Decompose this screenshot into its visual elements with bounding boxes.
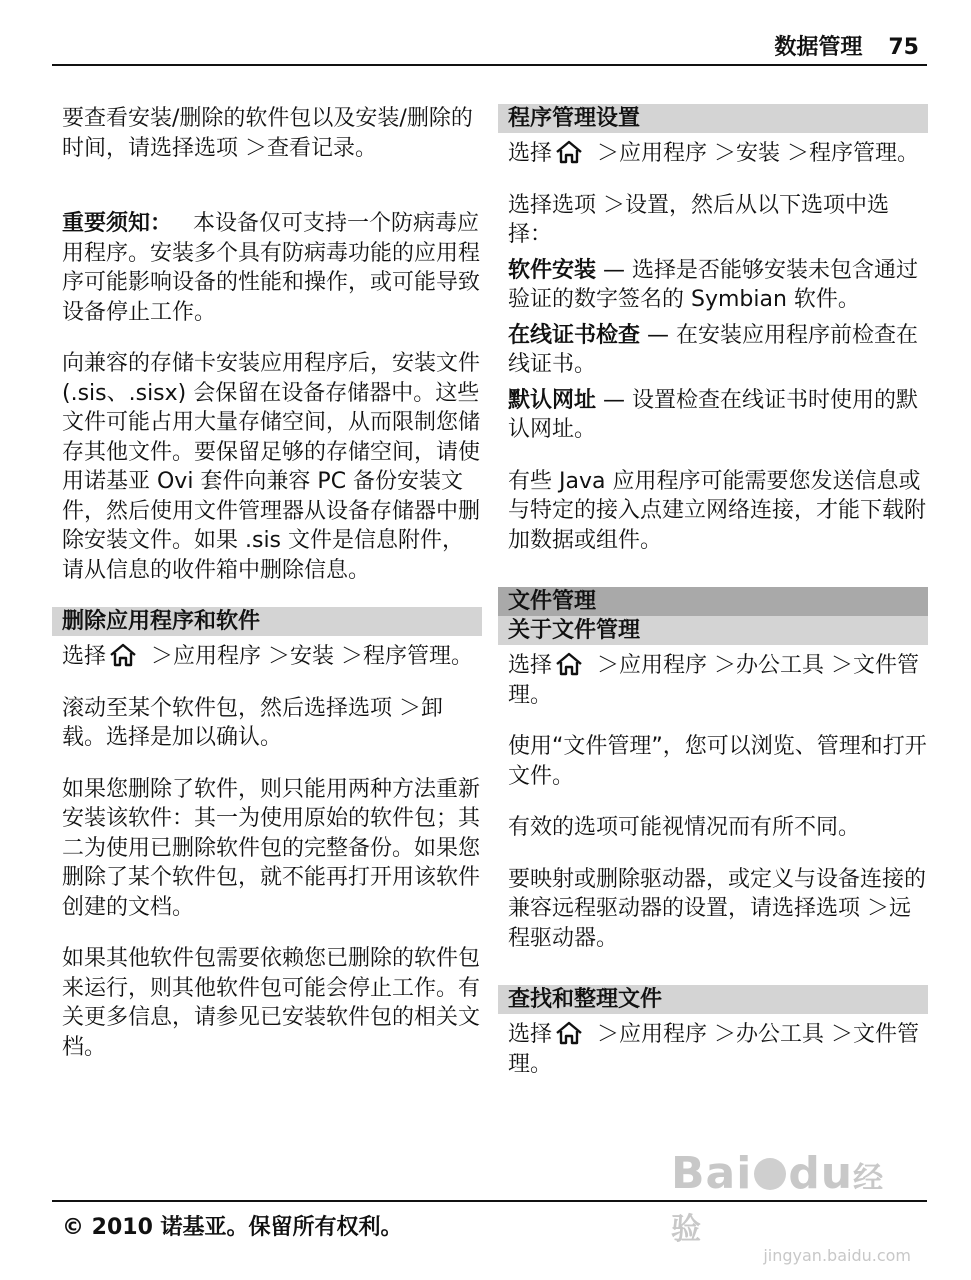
left-column <box>62 104 482 1084</box>
paragraph-view-installed: 要查看安装/删除的软件包以及安装/删除的时间，请选择选项 ＞查看记录。 <box>62 106 473 161</box>
find-path-text: ＞应用程序 ＞办公工具 ＞文件管理。 <box>508 1022 919 1077</box>
home-icon <box>554 1020 584 1046</box>
baidu-watermark <box>671 1148 911 1265</box>
option-online-cert-text: — 在安装应用程序前检查在线证书。 <box>508 322 919 377</box>
right-column <box>508 104 928 1101</box>
option-default-url-label: 默认网址 <box>508 387 597 413</box>
paragraph-settings-path <box>508 139 928 169</box>
home-icon <box>554 651 584 677</box>
paw-icon <box>754 1158 786 1190</box>
paragraph-about-path <box>508 651 928 710</box>
footer-copyright: © 2010 诺基亚。保留所有权利。 <box>62 1215 403 1240</box>
remove-select-label: 选择 <box>62 644 107 669</box>
footer-divider <box>52 1200 927 1202</box>
option-default-url <box>508 386 928 445</box>
paragraph-important-notice <box>62 209 482 327</box>
paragraph-remove-path <box>62 642 482 672</box>
section-heading-settings: 程序管理设置 <box>498 104 928 133</box>
option-software-install-text: — 选择是否能够安装未包含通过验证的数字签名的 Symbian 软件。 <box>508 257 919 312</box>
section-heading-remove: 删除应用程序和软件 <box>52 607 482 636</box>
home-icon <box>554 139 584 165</box>
settings-path-text: ＞应用程序 ＞安装 ＞程序管理。 <box>590 141 919 166</box>
watermark-logo: Bai du经验 <box>671 1148 885 1247</box>
paragraph-reinstall: 如果您删除了软件，则只能用两种方法重新安装该软件：其一为使用原始的软件包；其二为使用已删除软件包的完整备份。如果您删除了某个软件包，就不能再打开用该软件创建的文档。 <box>62 776 481 920</box>
paragraph-find-path <box>508 1020 928 1079</box>
important-label: 重要须知： <box>62 211 173 236</box>
header-section-title: 数据管理 <box>774 35 863 60</box>
option-software-install-label: 软件安装 <box>508 257 597 283</box>
paragraph-java: 有些 Java 应用程序可能需要您发送信息或与特定的接入点建立网络连接，才能下载附加数据或组件。 <box>508 468 927 553</box>
find-select-label: 选择 <box>508 1022 553 1047</box>
option-online-cert-label: 在线证书检查 <box>508 322 641 348</box>
remove-path-text: ＞应用程序 ＞安装 ＞程序管理。 <box>144 644 473 669</box>
option-online-cert <box>508 321 928 380</box>
section-heading-about-file-manager: 关于文件管理 <box>498 616 928 645</box>
about-select-label: 选择 <box>508 653 553 678</box>
page-number: 75 <box>888 35 919 60</box>
paragraph-uninstall: 滚动至某个软件包，然后选择选项 ＞卸载。选择是加以确认。 <box>62 695 443 750</box>
about-path-text: ＞应用程序 ＞办公工具 ＞文件管理。 <box>508 653 919 708</box>
paragraph-remote-drives: 要映射或删除驱动器，或定义与设备连接的兼容远程驱动器的设置，请选择选项 ＞远程驱动器。 <box>508 866 927 951</box>
section-heading-file-manager: 文件管理 <box>498 587 928 616</box>
home-icon <box>108 642 138 668</box>
page-header <box>774 30 919 61</box>
option-software-install <box>508 256 928 315</box>
header-divider <box>52 64 927 66</box>
settings-select-label: 选择 <box>508 141 553 166</box>
paragraph-file-manager-use: 使用“文件管理”，您可以浏览、管理和打开文件。 <box>508 734 927 789</box>
paragraph-dependencies: 如果其他软件包需要依赖您已删除的软件包来运行，则其他软件包可能会停止工作。有关更多信息，请参见已安装软件包的相关文档。 <box>62 946 481 1060</box>
paragraph-settings-options: 选择选项 ＞设置，然后从以下选项中选择： <box>508 192 889 247</box>
paragraph-options-vary: 有效的选项可能视情况而有所不同。 <box>508 815 861 840</box>
option-default-url-text: — 设置检查在线证书时使用的默认网址。 <box>508 387 919 442</box>
watermark-url: jingyan.baidu.com <box>763 1246 911 1265</box>
important-text: 本设备仅可支持一个防病毒应用程序。安装多个具有防病毒功能的应用程序可能影响设备的性能和操作，或可能导致设备停止工作。 <box>62 211 481 325</box>
section-heading-find-files: 查找和整理文件 <box>498 985 928 1014</box>
paragraph-install-files: 向兼容的存储卡安装应用程序后，安装文件 (.sis、.sisx) 会保留在设备存储器中。这些文件可能占用大量存储空间，从而限制您储存其他文件。要保留足够的存储空间，请使用诺基亚 Ovi 套件向兼容 PC 备份安装文件，然后使用文件管理器从设备存储器中删除安装文件。如果 .sis 文件是信息附件，请从信息的收件箱中删除信息。 <box>62 351 481 583</box>
